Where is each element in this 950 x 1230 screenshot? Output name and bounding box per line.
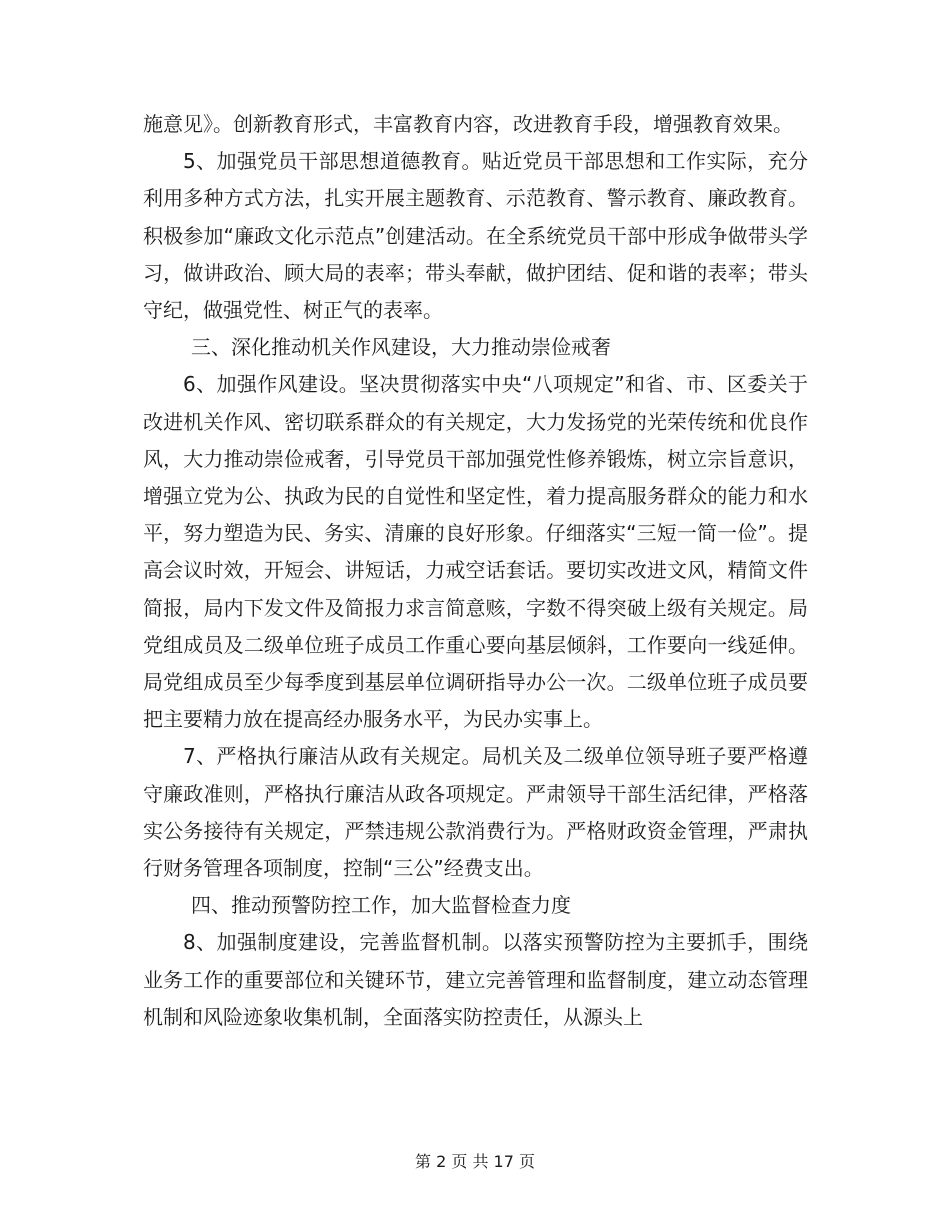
page-number-suffix: 页 [519, 1152, 536, 1171]
total-page-count: 17 [493, 1152, 514, 1171]
paragraph-item-7: 7、严格执行廉洁从政有关规定。局机关及二级单位领导班子要严格遵守廉政准则，严格执行廉洁从政各项规定。严肃领导干部生活纪律，严格落实公务接待有关规定，严禁违规公款消费行为。严格财政资金管理，严肃执行财务管理各项制度，控制“三公”经费支出。 [143, 744, 808, 881]
section-heading-4: 四、推动预警防控工作，加大监督检查力度 [191, 893, 571, 918]
document-body [143, 106, 808, 1036]
page-number-middle: 页 共 [451, 1152, 489, 1171]
page-number-prefix: 第 [414, 1152, 431, 1171]
section-heading-3: 三、深化推动机关作风建设，大力推动崇俭戒奢 [191, 335, 611, 360]
paragraph-item-6: 6、加强作风建设。坚决贯彻落实中央“八项规定”和省、市、区委关于改进机关作风、密切联系群众的有关规定，大力发扬党的光荣传统和优良作风，大力推动崇俭戒奢，引导党员干部加强党性修养锻炼，树立宗旨意识，增强立党为公、执政为民的自觉性和坚定性，着力提高服务群众的能力和水平，努力塑造为民、务实、清廉的良好形象。仔细落实“三短一简一俭”。提高会议时效，开短会、讲短话，力戒空话套话。要切实改进文风，精简文件简报，局内下发文件及简报力求言简意赅，字数不得突破上级有关规定。局党组成员及二级单位班子成员工作重心要向基层倾斜，工作要向一线延伸。局党组成员至少每季度到基层单位调研指导办公一次。二级单位班子成员要把主要精力放在提高经办服务水平，为民办实事上。 [143, 372, 808, 732]
paragraph-item-8: 8、加强制度建设，完善监督机制。以落实预警防控为主要抓手，围绕业务工作的重要部位和关键环节，建立完善管理和监督制度，建立动态管理机制和风险迹象收集机制，全面落实防控责任，从源头上 [143, 930, 808, 1029]
current-page-number: 2 [436, 1152, 447, 1171]
paragraph-continuation: 施意见》。创新教育形式，丰富教育内容，改进教育手段，增强教育效果。 [143, 112, 793, 136]
page-footer [0, 1150, 950, 1174]
paragraph-item-5: 5、加强党员干部思想道德教育。贴近党员干部思想和工作实际，充分利用多种方式方法，扎实开展主题教育、示范教育、警示教育、廉政教育。积极参加“廉政文化示范点”创建活动。在全系统党员干部中形成争做带头学习，做讲政治、顾大局的表率；带头奉献，做护团结、促和谐的表率；带头守纪，做强党性、树正气的表率。 [143, 149, 808, 323]
